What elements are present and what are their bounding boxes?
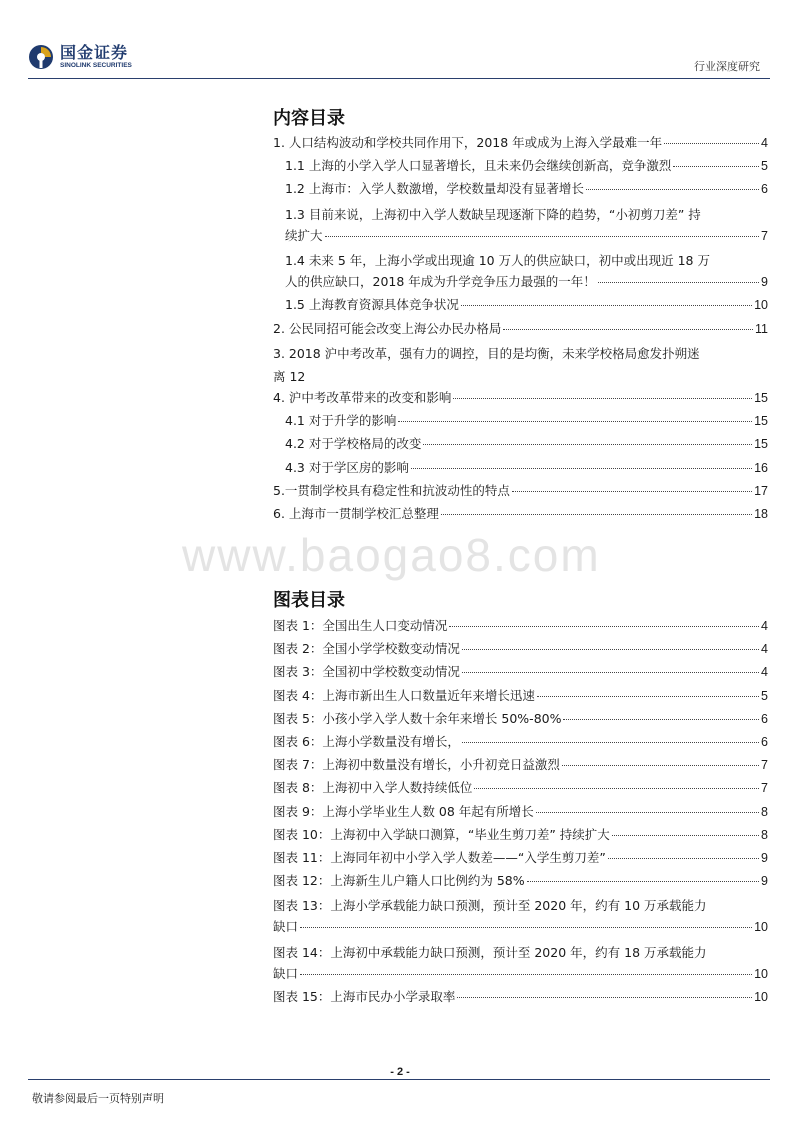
figure-item[interactable]	[273, 732, 768, 755]
figure-item[interactable]	[273, 639, 768, 662]
figure-page-number: 6	[761, 711, 768, 726]
figure-item-text: 图表 15：上海市民办小学录取率	[273, 989, 456, 1004]
toc-item-text: 1.2 上海市：入学人数激增，学校数量却没有显著增长	[285, 181, 584, 197]
toc-page-number: 15	[754, 437, 768, 452]
toc-item-text: 人的供应缺口，2018 年成为升学竞争压力最强的一年！	[285, 274, 596, 290]
figures-list	[273, 616, 768, 1010]
figure-item-text: 图表 1：全国出生人口变动情况	[273, 618, 448, 633]
toc-item-text: 1.1 上海的小学入学人口显著增长，且未来仍会继续创新高，竞争激烈	[285, 158, 672, 174]
watermark: www.baogao8.com	[182, 529, 601, 581]
figure-page-number: 8	[761, 804, 768, 819]
dot-leader	[562, 765, 759, 766]
dot-leader	[300, 927, 752, 928]
figure-page-number: 10	[754, 966, 768, 981]
figure-page-number: 4	[761, 665, 768, 680]
figure-item[interactable]	[273, 802, 768, 825]
dot-leader	[563, 719, 759, 720]
toc-item[interactable]	[273, 388, 768, 411]
figure-item-text: 图表 9：上海小学毕业生人数 08 年起有所增长	[273, 803, 534, 819]
contents-list	[273, 133, 768, 527]
figure-item[interactable]	[273, 917, 768, 940]
page-number: - 2 -	[390, 1066, 410, 1078]
figure-item[interactable]	[273, 871, 768, 894]
footer-divider	[28, 1079, 770, 1080]
toc-page-number: 10	[754, 298, 768, 313]
dot-leader	[598, 282, 759, 283]
toc-page-number: 15	[754, 414, 768, 429]
toc-page-number: 18	[754, 507, 768, 521]
dot-leader	[398, 421, 752, 422]
figure-item-text: 图表 5：小孩小学入学人数十余年来增长 50%-80%	[273, 710, 562, 726]
figure-item[interactable]	[273, 686, 768, 709]
figure-item-text: 图表 10：上海初中入学缺口测算，“毕业生剪刀差” 持续扩大	[273, 826, 610, 842]
dot-leader	[664, 143, 759, 144]
toc-item[interactable]	[273, 156, 768, 179]
dot-leader	[462, 649, 759, 650]
toc-item[interactable]	[273, 295, 768, 318]
toc-item-first-line[interactable]: 1.3 目前来说，上海初中入学人数缺呈现逐渐下降的趋势，“小初剪刀差” 持	[285, 206, 701, 222]
toc-item-first-line[interactable]: 1.4 未来 5 年，上海小学或出现逾 10 万人的供应缺口，初中或出现近 18 万	[285, 252, 710, 268]
toc-item-text: 1. 人口结构波动和学校共同作用下，2018 年或成为上海入学最难一年	[273, 135, 663, 150]
dot-leader	[673, 166, 759, 167]
toc-item[interactable]	[273, 179, 768, 202]
figure-item-text: 图表 2：全国小学学校数变动情况	[273, 641, 460, 657]
dot-leader	[586, 189, 759, 190]
dot-leader	[503, 329, 753, 330]
figure-page-number: 9	[761, 874, 768, 889]
dot-leader	[512, 491, 752, 492]
figure-item[interactable]	[273, 825, 768, 848]
toc-page-number: 5	[761, 159, 768, 174]
report-type-label: 行业深度研究	[694, 60, 760, 73]
disclaimer-note: 敬请参阅最后一页特别声明	[32, 1092, 164, 1105]
figure-item[interactable]	[273, 778, 768, 801]
toc-item[interactable]	[273, 504, 768, 527]
figure-page-number: 5	[761, 688, 768, 703]
figure-item-text: 图表 3：全国初中学校数变动情况	[273, 664, 460, 680]
toc-item[interactable]	[273, 319, 768, 342]
dot-leader	[537, 696, 759, 697]
figure-item-first-line[interactable]: 图表 13：上海小学承载能力缺口预测，预计至 2020 年，约有 10 万承载能力	[273, 898, 707, 914]
toc-item-text: 6. 上海市一贯制学校汇总整理	[273, 506, 439, 521]
company-logo	[28, 44, 132, 70]
dot-leader	[608, 858, 759, 859]
figure-item[interactable]	[273, 964, 768, 987]
dot-leader	[474, 788, 759, 789]
figure-page-number: 9	[761, 850, 768, 865]
logo-english-name: SINOLINK SECURITIES	[60, 62, 132, 69]
figure-item[interactable]	[273, 755, 768, 778]
dot-leader	[612, 835, 759, 836]
toc-item-text: 4.2 对于学校格局的改变	[285, 436, 422, 452]
toc-item-text: 1.5 上海教育资源具体竞争状况	[285, 297, 459, 313]
logo-chinese-name: 国金证券	[60, 43, 129, 62]
dot-leader	[453, 398, 752, 399]
dot-leader	[423, 444, 752, 445]
figures-title: 图表目录	[273, 590, 345, 611]
toc-item-second-line[interactable]: 离 12	[273, 368, 306, 384]
page-header	[0, 0, 800, 80]
toc-page-number: 11	[755, 321, 768, 336]
dot-leader	[441, 514, 752, 515]
figure-item[interactable]	[273, 616, 768, 639]
toc-item-text: 4.3 对于学区房的影响	[285, 459, 409, 475]
dot-leader	[411, 468, 752, 469]
figure-page-number: 4	[761, 642, 768, 657]
toc-item-text: 2. 公民同招可能会改变上海公办民办格局	[273, 320, 502, 336]
figure-item-text: 图表 6：上海小学数量没有增长，	[273, 733, 460, 749]
dot-leader	[325, 236, 760, 237]
toc-page-number: 6	[761, 182, 768, 197]
dot-leader	[536, 812, 759, 813]
sinolink-logo-icon	[28, 44, 54, 70]
figure-page-number: 6	[761, 734, 768, 749]
dot-leader	[449, 626, 759, 627]
toc-item-text: 5.一贯制学校具有稳定性和抗波动性的特点	[273, 482, 510, 498]
toc-page-number: 9	[761, 275, 768, 290]
contents-title: 内容目录	[273, 108, 345, 129]
figure-page-number: 7	[761, 758, 768, 773]
figure-item-text: 图表 11：上海同年初中小学入学人数差——“入学生剪刀差”	[273, 849, 606, 865]
dot-leader	[462, 742, 759, 743]
toc-page-number: 17	[754, 483, 768, 498]
header-divider	[28, 78, 770, 79]
toc-item[interactable]	[273, 133, 768, 156]
toc-item-text: 4.1 对于升学的影响	[285, 413, 397, 429]
toc-item[interactable]	[273, 226, 768, 249]
figure-item-text: 图表 7：上海初中数量没有增长，小升初竞日益激烈	[273, 757, 560, 773]
figure-item[interactable]	[273, 662, 768, 685]
figure-item[interactable]	[273, 709, 768, 732]
figure-page-number: 8	[761, 827, 768, 842]
dot-leader	[457, 997, 752, 998]
figure-page-number: 10	[754, 990, 768, 1004]
toc-page-number: 4	[761, 136, 768, 150]
figure-item-first-line[interactable]: 图表 14：上海初中承载能力缺口预测，预计至 2020 年，约有 18 万承载能力	[273, 944, 707, 960]
figure-item[interactable]	[273, 987, 768, 1010]
toc-page-number: 7	[761, 228, 768, 243]
dot-leader	[300, 974, 752, 975]
figure-item[interactable]	[273, 848, 768, 871]
toc-item-first-line[interactable]: 3. 2018 沪中考改革，强有力的调控，目的是均衡，未来学校格局愈发扑朔迷	[273, 345, 700, 361]
toc-item[interactable]	[273, 272, 768, 295]
figure-item-text: 图表 12：上海新生儿户籍人口比例约为 58%	[273, 873, 525, 889]
toc-item-text: 4. 沪中考改革带来的改变和影响	[273, 390, 452, 406]
toc-page-number: 16	[754, 460, 768, 475]
figure-page-number: 7	[761, 781, 768, 796]
figure-item-text: 缺口	[273, 919, 299, 935]
figure-page-number: 10	[754, 920, 768, 935]
toc-item-text: 续扩大	[285, 227, 323, 243]
figure-page-number: 4	[761, 619, 768, 633]
dot-leader	[462, 672, 759, 673]
toc-item[interactable]	[273, 458, 768, 481]
toc-page-number: 15	[754, 391, 768, 406]
figure-item-text: 图表 8：上海初中入学人数持续低位	[273, 780, 473, 796]
dot-leader	[527, 881, 759, 882]
toc-item[interactable]	[273, 481, 768, 504]
figure-item-text: 图表 4：上海市新出生人口数量近年来增长迅速	[273, 687, 535, 703]
toc-item[interactable]	[273, 411, 768, 434]
toc-item[interactable]	[273, 434, 768, 457]
figure-item-text: 缺口	[273, 965, 299, 981]
dot-leader	[461, 305, 752, 306]
